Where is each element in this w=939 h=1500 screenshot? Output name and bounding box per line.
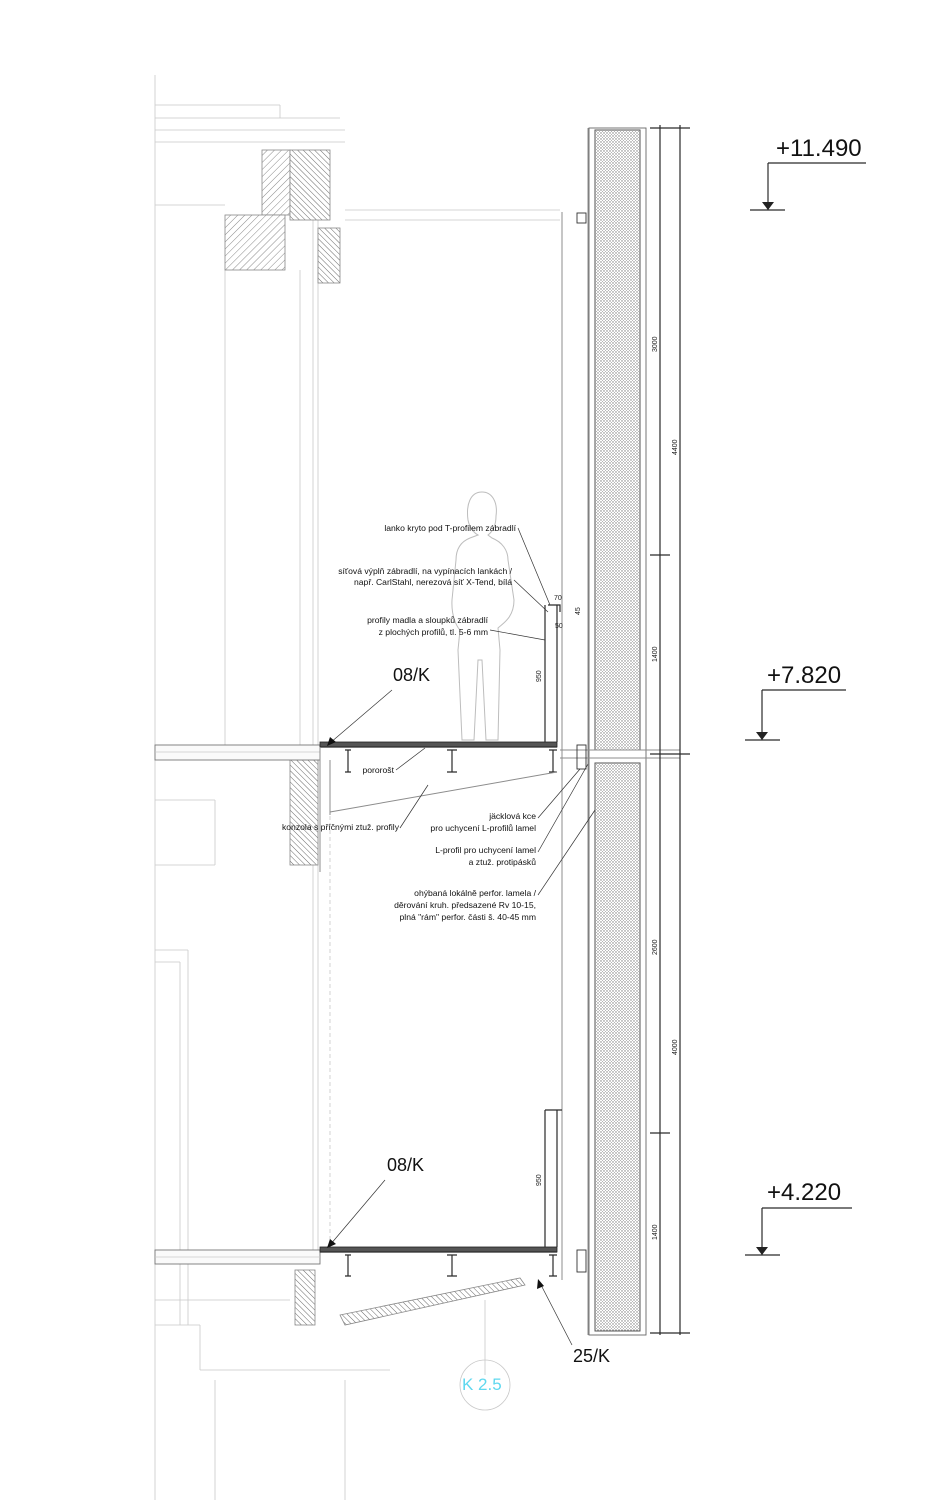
- level-label-upper: +11.490: [776, 135, 862, 162]
- level-label-lower: +4.220: [767, 1179, 842, 1206]
- masonry-blocks: [225, 150, 525, 1325]
- lamella-facade: [560, 128, 680, 1335]
- detail-ref-lower: 08/K: [387, 1155, 425, 1175]
- dimension-chains: [650, 125, 690, 1335]
- dimension-4000: 4000: [672, 1039, 679, 1055]
- annotation-mesh-1: síťová výplň zábradlí, na vypínacích lankách /: [338, 566, 512, 576]
- dimension-rail-lower: 950: [536, 1174, 543, 1186]
- annotation-mesh-2: např. CarlStahl, nerezová síť X-Tend, bílá: [354, 577, 512, 587]
- level-marker-782: [745, 690, 846, 740]
- dimension-4400: 4400: [672, 439, 679, 455]
- detail-ref-bottom: 25/K: [573, 1346, 611, 1366]
- annotation-frame-1: jäcklová kce: [489, 811, 536, 821]
- level-label-middle: +7.820: [767, 662, 842, 689]
- dimension-rail-upper: 950: [536, 670, 543, 682]
- annotation-lamella-2: děrování kruh. předsazené Rv 10-15,: [394, 900, 536, 910]
- dimension-1400-lower: 1400: [652, 1224, 659, 1240]
- detail-ref-upper: 08/K: [393, 665, 431, 685]
- annotation-lamella-1: ohýbaná lokálně perfor. lamela /: [414, 888, 536, 898]
- dimension-50: 50: [555, 623, 563, 630]
- annotation-lamella-3: plná "rám" perfor. části š. 40-45 mm: [399, 912, 536, 922]
- annotation-lprofile-2: a ztuž. protipásků: [468, 857, 536, 867]
- dimension-3000: 3000: [652, 336, 659, 352]
- dimension-1400-upper: 1400: [652, 646, 659, 662]
- annotation-profiles-1: profily madla a sloupků zábradlí: [367, 615, 488, 625]
- level-marker-422: [745, 1208, 852, 1255]
- detail-tag: K 2.5: [462, 1375, 502, 1394]
- annotation-frame-2: pro uchycení L-profilů lamel: [430, 823, 536, 833]
- dimension-45: 45: [575, 607, 582, 615]
- level-marker-1149: [750, 163, 866, 210]
- annotation-profiles-2: z plochých profilů, tl. 5-6 mm: [378, 627, 488, 637]
- annotation-console: konzola s příčnými ztuž. profily: [281, 822, 399, 832]
- annotation-grating: pororošt: [362, 765, 394, 775]
- balcony-lower: [320, 1110, 586, 1276]
- annotation-cable: lanko kryto pod T-profilem zábradlí: [384, 523, 516, 533]
- annotation-lprofile-1: L-profil pro uchycení lamel: [435, 845, 536, 855]
- dimension-2600: 2600: [652, 939, 659, 955]
- balcony-upper: [320, 213, 586, 872]
- dimension-70: 70: [554, 595, 562, 602]
